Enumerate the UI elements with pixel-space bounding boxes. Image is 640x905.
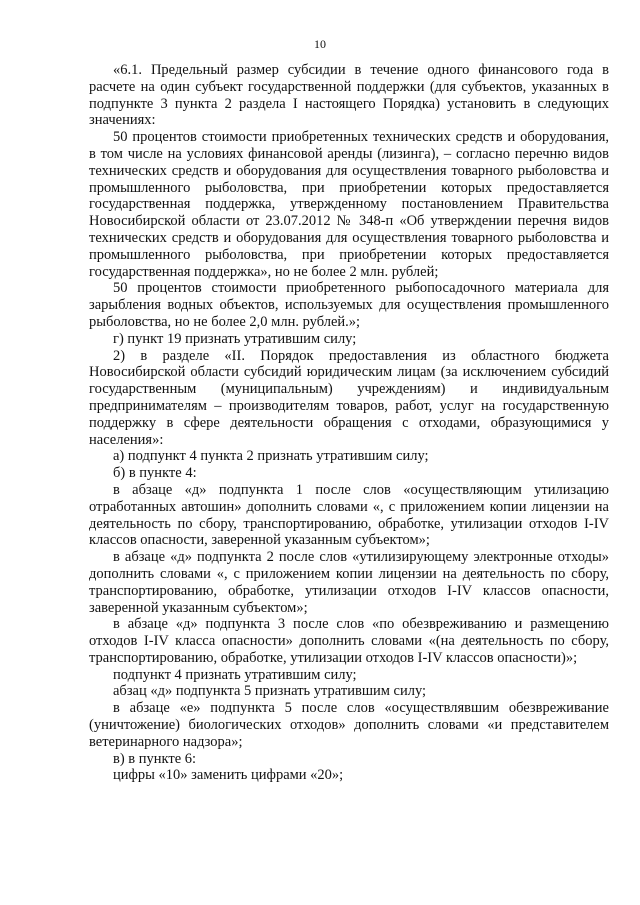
paragraph-item-g: г) пункт 19 признать утратившим силу; (113, 330, 357, 347)
paragraph-subpoint-3: в абзаце «д» подпункта 3 после слов «по обезвреживанию и размещению отходов I-IV класса опасности» дополнить словами «(на деятельность по сбору, транспортированию, обработке, утилизации отходов I-IV классов опасности)»; (89, 616, 609, 666)
document-body (89, 62, 609, 784)
paragraph-item-v: в) в пункте 6: (113, 750, 197, 767)
paragraph-subpoint-1: в абзаце «д» подпункта 1 после слов «осуществляющим утилизацию отработанных автошин» дополнить словами «, с приложением копии лицензии на деятельность по сбору, транспортированию, обработке, утилизации отходов I-IV классов опасности, заверенной указанным субъектом»; (89, 481, 609, 549)
paragraph-50-percent-equipment: 50 процентов стоимости приобретенных технических средств и оборудования, в том числе на условиях финансовой аренды (лизинга), – согласно перечню видов технических средств и оборудования для осуществления товарного рыболовства и промышленного рыболовства, при приобретении которых предоставляется государственная поддержка, утвержденному постановлением Правительства Новосибирской области от 23.07.2012 № 348-п «Об утверждении перечня видов технических средств и оборудования для осуществления товарного рыболовства и промышленного рыболовства, при приобретении которых предоставляется государственная поддержка», но не более 2 млн. рублей; (89, 129, 609, 280)
paragraph-subpoint-5-d: абзац «д» подпункта 5 признать утратившим силу; (113, 683, 427, 700)
paragraph-6-1-intro: «6.1. Предельный размер субсидии в течение одного финансового года в расчете на один субъект государственной поддержки (для субъектов, указанных в подпункте 3 пункта 2 раздела I настоящего Порядка) установить в следующих значениях: (89, 62, 609, 129)
paragraph-subpoint-4: подпункт 4 признать утратившим силу; (113, 666, 357, 683)
paragraph-subpoint-2: в абзаце «д» подпункта 2 после слов «утилизирующему электронные отходы» дополнить словами «, с приложением копии лицензии на деятельность по сбору, транспортированию, обработке, утилизации отходов I-IV классов опасности, заверенной указанным субъектом»; (89, 549, 609, 616)
paragraph-item-b: б) в пункте 4: (113, 465, 197, 482)
page-number: 10 (314, 37, 326, 51)
paragraph-item-a: а) подпункт 4 пункта 2 признать утратившим силу; (113, 448, 429, 465)
paragraph-section-2: 2) в разделе «II. Порядок предоставления из областного бюджета Новосибирской области субсидий юридическим лицам (за исключением субсидий государственным (муниципальным) учреждениям) и индивидуальным предпринимателям – производителям товаров, работ, услуг на государственную поддержку в сфере деятельности обращения с отходами, образующимися у населения»: (89, 347, 609, 448)
paragraph-digits-replace: цифры «10» заменить цифрами «20»; (113, 767, 344, 784)
paragraph-50-percent-fish-stock: 50 процентов стоимости приобретенного рыбопосадочного материала для зарыбления водных объектов, используемых для осуществления промышленного рыболовства, но не более 2,0 млн. рублей.»; (89, 280, 609, 330)
paragraph-subpoint-5-e: в абзаце «е» подпункта 5 после слов «осуществлявшим обезвреживание (уничтожение) биологических отходов» дополнить словами «и представителем ветеринарного надзора»; (89, 700, 609, 750)
